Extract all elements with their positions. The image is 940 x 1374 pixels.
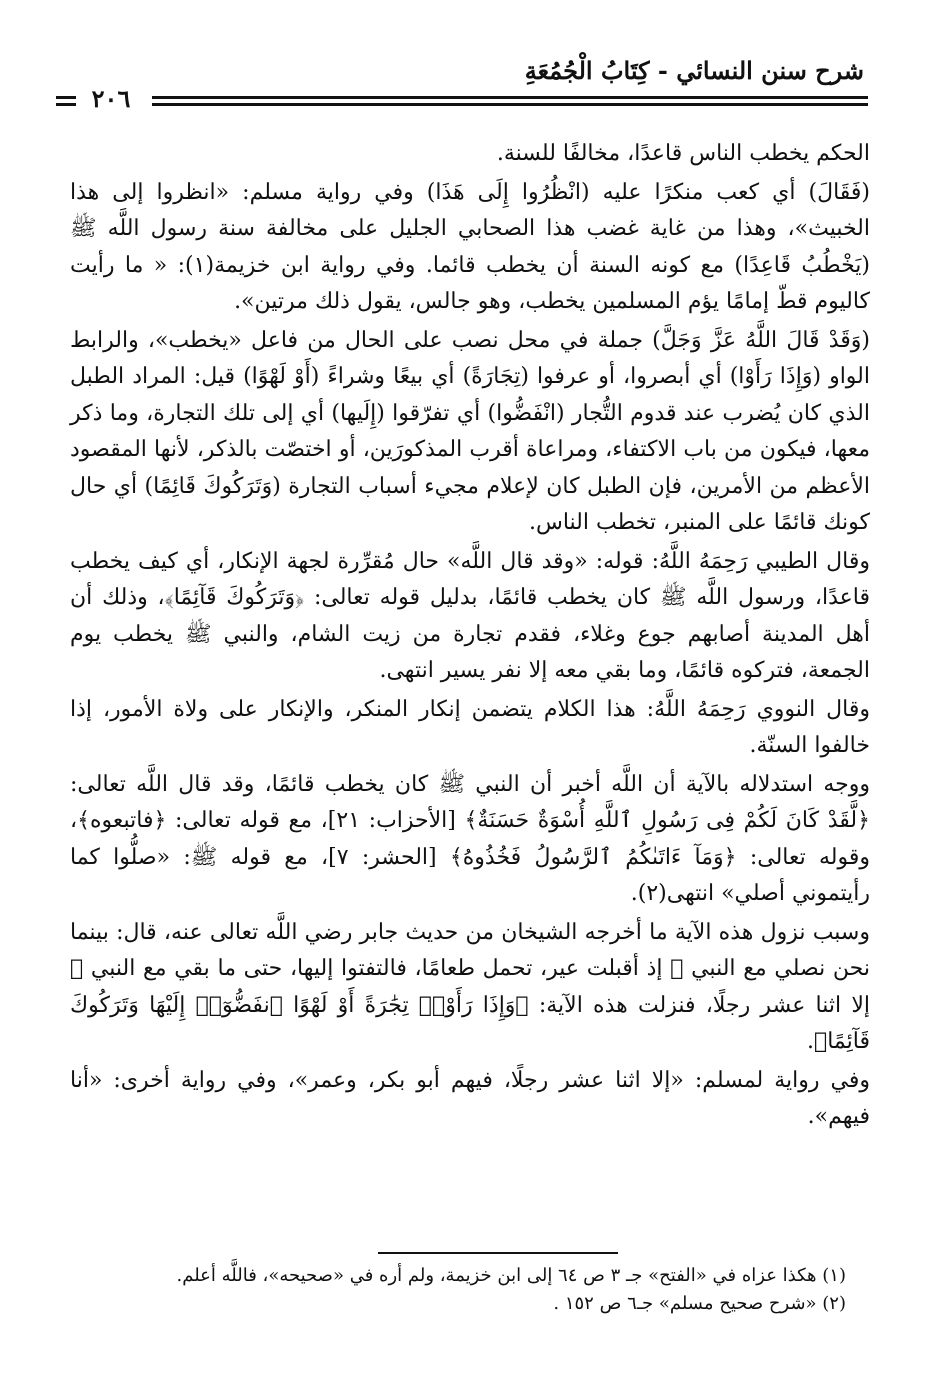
footnote: (٢) «شرح صحيح مسلم» جـ٦ ص ١٥٢ . (553, 1293, 846, 1314)
paragraph: (فَقَالَ) أي كعب منكرًا عليه (انْظُرُوا إِلَى هَذَا) وفي رواية مسلم: «انظروا إلى هذا الخبيث»، وهذا من غاية غضب هذا الصحابي الجليل على مخالفة سنة رسول اللَّه ﷺ (يَخْطُبُ قَاعِدًا) مع كونه السنة أن يخطب قائما. وفي رواية ابن خزيمة(١): « ما رأيت كاليوم قطّ إمامًا يؤم المسلمين يخطب، وهو جالس، يقول ذلك مرتين». (70, 179, 870, 314)
header-rule-short-top (56, 96, 76, 99)
running-title: شرح سنن النسائي - كِتَابُ الْجُمُعَةِ (524, 56, 864, 85)
body-text (70, 136, 870, 1138)
paragraph: وقال النووي رَحِمَهُ اللَّهُ: هذا الكلام يتضمن إنكار المنكر، والإنكار على ولاة الأمور، إذا خالفوا السنّة. (70, 696, 870, 758)
paragraph: وفي رواية لمسلم: «إلا اثنا عشر رجلًا، فيهم أبو بكر، وعمر»، وفي رواية أخرى: «أنا فيهم». (70, 1067, 870, 1129)
paragraph: ووجه استدلاله بالآية أن اللَّه أخبر أن النبي ﷺ كان يخطب قائمًا، وقد قال اللَّه تعالى: ﴿لَّقَدْ كَانَ لَكُمْ فِى رَسُولِ ٱللَّهِ أُسْوَةٌ حَسَنَةٌ﴾ [الأحزاب: ٢١]، مع قوله تعالى: ﴿فاتبعوه﴾، وقوله تعالى: ﴿وَمَآ ءَاتَىٰكُمُ ٱلرَّسُولُ فَخُذُوهُ﴾ [الحشر: ٧]، مع قوله ﷺ: «صلُّوا كما رأيتموني أصلي» انتهى(٢). (70, 771, 870, 906)
page-number: ٢٠٦ (76, 84, 146, 113)
paragraph: (وَقَدْ قَالَ اللَّهُ عَزَّ وَجَلَّ) جملة في محل نصب على الحال من فاعل «يخطب»، والرابط الواو (وَإِذَا رَأَوْا) أي أبصروا، أو عرفوا (تِجَارَةً) أي بيعًا وشراءً (أَوْ لَهْوًا) قيل: المراد الطبل الذي كان يُضرب عند قدوم التُّجار (انْفَضُّوا) أي تفرّقوا (إِلَيها) أي إلى تلك التجارة، وما ذكر معها، فيكون من باب الاكتفاء، ومراعاة أقرب المذكورَين، أو اختصّت بالذكر، لأنها المقصود الأعظم من الأمرين، فإن الطبل كان لإعلام مجيء أسباب التجارة (وَتَرَكُوكَ قَائِمًا) أي حال كونك قائمًا على المنبر، تخطب الناس. (70, 327, 870, 535)
header-rule-top (152, 96, 868, 99)
paragraph: الحكم يخطب الناس قاعدًا، مخالفًا للسنة. (496, 141, 870, 166)
header-rule-bottom (152, 103, 868, 106)
footnote: (١) هكذا عزاه في «الفتح» جـ ٣ ص ٦٤ إلى ابن خزيمة، ولم أره في «صحيحه»، فاللَّه أعلم. (176, 1265, 846, 1286)
footnotes (70, 1262, 846, 1318)
header-rule-short-bottom (56, 103, 76, 106)
page-header (56, 52, 868, 132)
paragraph: وقال الطيبي رَحِمَهُ اللَّهُ: قوله: «وقد قال اللَّه» حال مُقرِّرة لجهة الإنكار، أي كيف يخطب قاعدًا، ورسول اللَّه ﷺ كان يخطب قائمًا، بدليل قوله تعالى: ﴿وَتَرَكُوكَ قَآئِمًا﴾، وذلك أن أهل المدينة أصابهم جوع وغلاء، فقدم تجارة من زيت الشام، والنبي ﷺ يخطب يوم الجمعة، فتركوه قائمًا، وما بقي معه إلا نفر يسير انتهى. (70, 548, 870, 683)
paragraph: وسبب نزول هذه الآية ما أخرجه الشيخان من حديث جابر رضي اللَّه تعالى عنه، قال: بينما نحن نصلي مع النبي ﷺ إذ أقبلت عير، تحمل طعامًا، فالتفتوا إليها، حتى ما بقي مع النبي ﷺ إلا اثنا عشر رجلًا، فنزلت هذه الآية: ﴿وَإِذَا رَأَوْا۟ تِجَٰرَةً أَوْ لَهْوًا ٱنفَضُّوٓا۟ إِلَيْهَا وَتَرَكُوكَ قَآئِمًا﴾. (70, 919, 870, 1054)
footnote-separator (378, 1252, 618, 1254)
